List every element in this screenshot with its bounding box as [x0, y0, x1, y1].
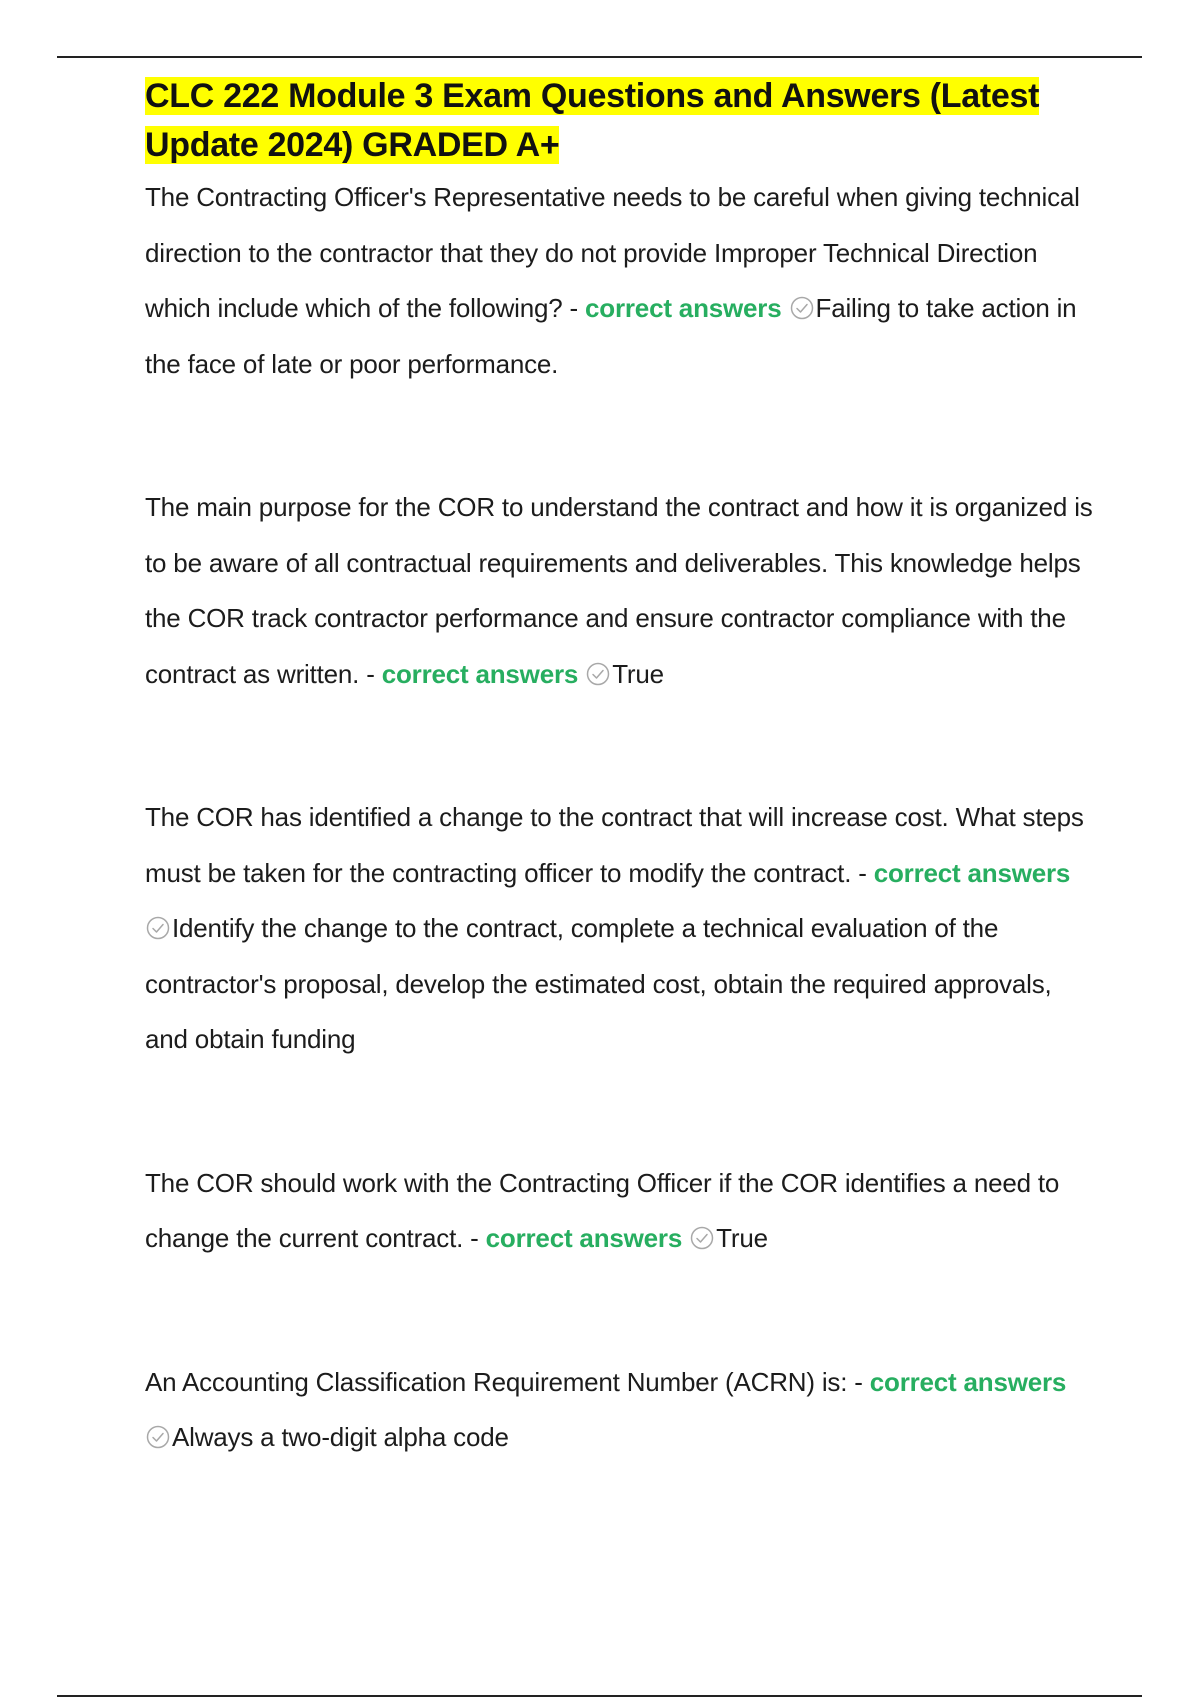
answer-text: True — [612, 658, 664, 689]
answer-label: correct answers — [381, 658, 579, 689]
document-body — [145, 72, 1095, 1466]
answer-text: Failing to take action in the face of late or poor performance. — [145, 293, 1077, 379]
answer-label: correct answers — [485, 1223, 683, 1253]
qa-item-5 — [145, 1355, 1095, 1466]
check-circle-icon — [146, 916, 170, 940]
answer-text: Identify the change to the contract, complete a technical evaluation of the contractor's proposal, develop the estimated cost, obtain the required approvals, and obtain funding — [145, 913, 1052, 1054]
qa-item-4 — [145, 1156, 1095, 1267]
document-title — [145, 72, 1095, 170]
answer-label: correct answers — [585, 293, 782, 323]
answer-text: True — [716, 1223, 768, 1253]
title-highlight: CLC 222 Module 3 Exam Questions and Answers (Latest Update 2024) GRADED A+ — [145, 77, 1040, 164]
answer-text: Always a two-digit alpha code — [172, 1422, 509, 1452]
question-text: The COR should work with the Contracting Officer if the COR identifies a need to change the current contract. - — [145, 1167, 1060, 1253]
qa-item-1 — [145, 170, 1095, 392]
qa-item-3 — [145, 790, 1095, 1068]
check-circle-icon — [690, 1226, 714, 1250]
question-text: An Accounting Classification Requirement Number (ACRN) is: - — [145, 1366, 870, 1397]
question-text: The Contracting Officer's Representative needs to be careful when giving technical direction to the contractor that they do not provide Improper Technical Direction which include which of the following? - — [145, 182, 1080, 323]
answer-label: correct answers — [873, 857, 1071, 888]
bottom-rule — [57, 1695, 1142, 1697]
qa-item-2 — [145, 480, 1095, 702]
question-text: The COR has identified a change to the contract that will increase cost. What steps must be taken for the contracting officer to modify the contract. - — [145, 802, 1084, 888]
question-text: The main purpose for the COR to understand the contract and how it is organized is to be aware of all contractual requirements and deliverables. This knowledge helps the COR track contractor performance and ensure contractor compliance with the contract as written. - — [145, 492, 1093, 689]
check-circle-icon — [146, 1425, 170, 1449]
check-circle-icon — [586, 662, 610, 686]
check-circle-icon — [790, 296, 814, 320]
top-rule — [57, 56, 1142, 58]
answer-label: correct answers — [869, 1366, 1067, 1397]
